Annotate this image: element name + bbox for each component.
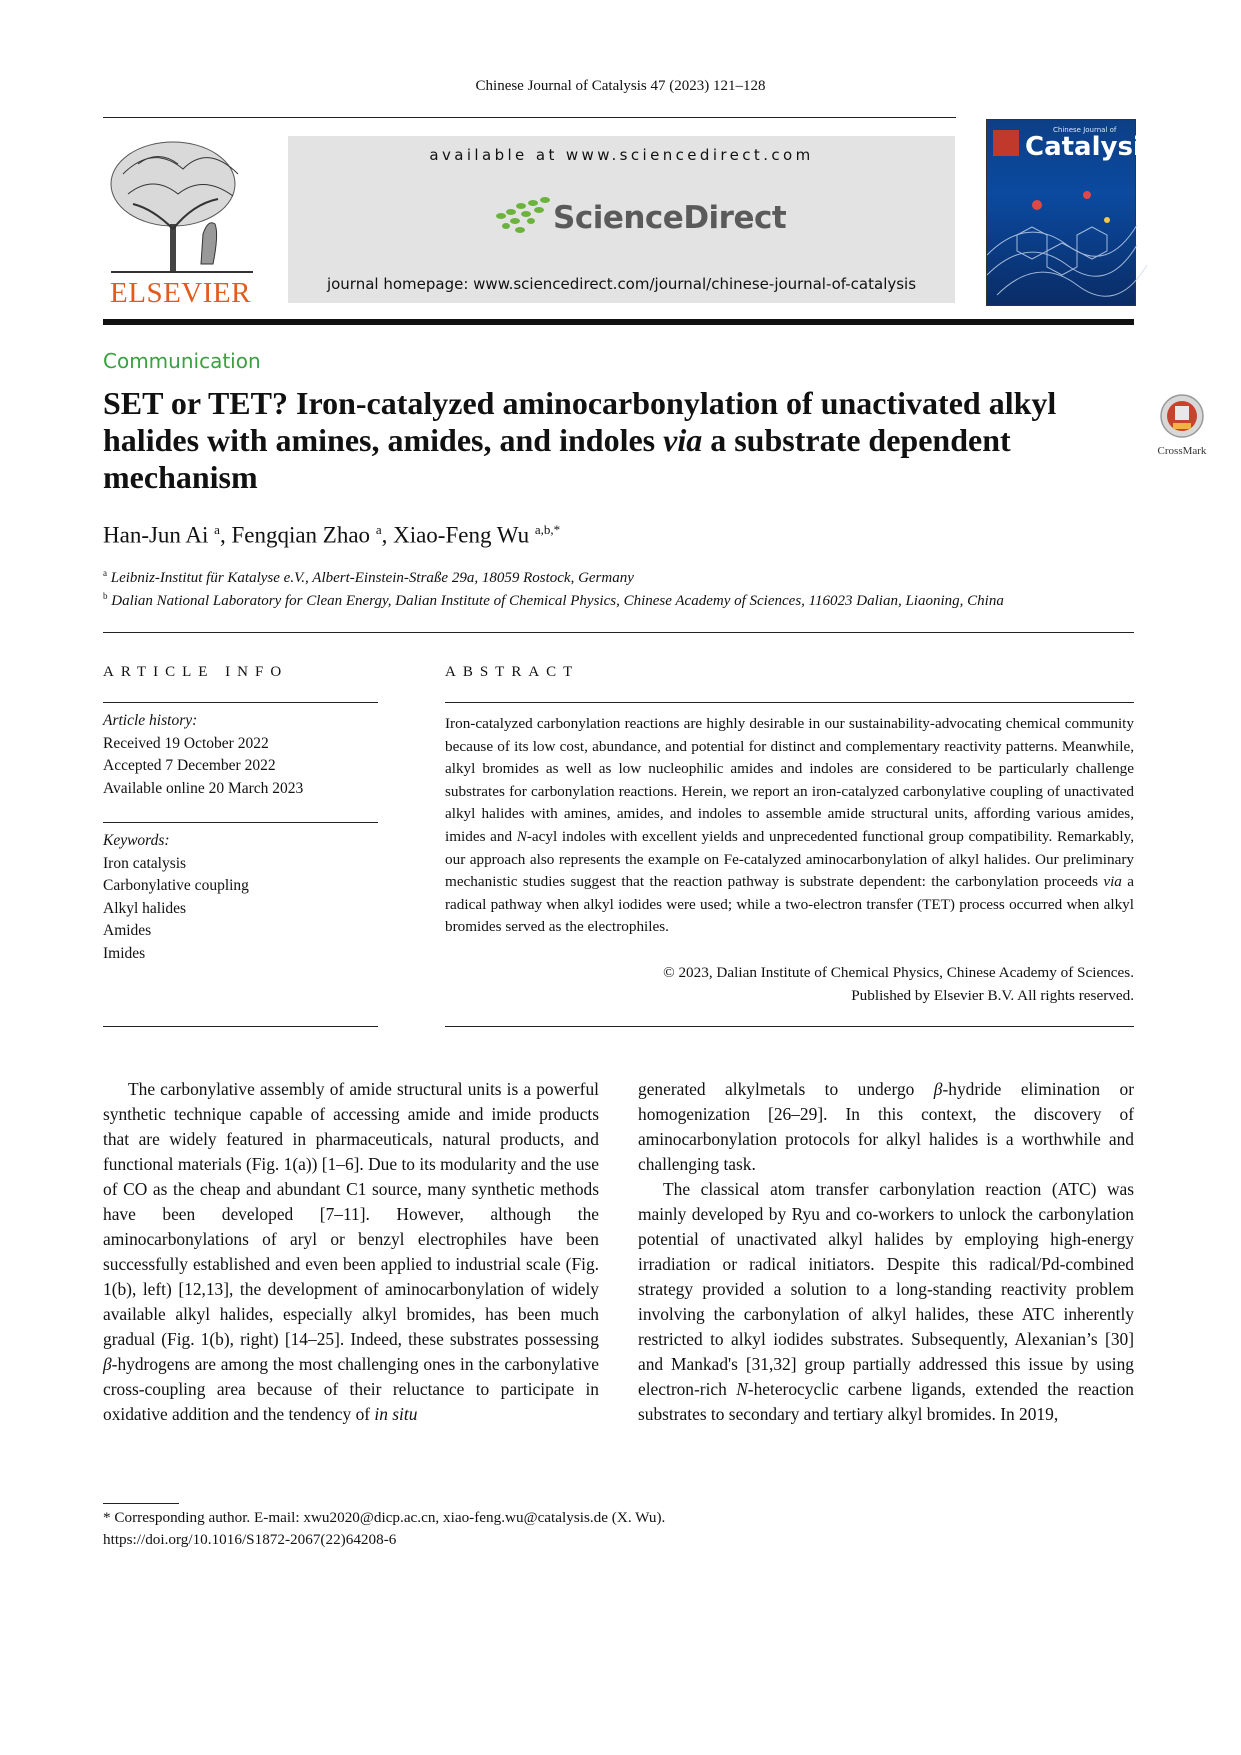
body-text: generated alkylmetals to undergo [638,1079,934,1099]
body-text: -hydride elimination or homogenization [26–29]. In this context, the discovery of aminocarbonylation protocols for alkyl halides is a worthwhile and challenging task. [638,1079,1134,1174]
author-affiliation-mark: a [214,522,220,537]
keyword-item: Alkyl halides [103,899,187,917]
article-info-rule [103,702,378,703]
corresponding-author-note: * Corresponding author. E-mail: xwu2020@dicp.ac.cn, xiao-feng.wu@catalysis.de (X. Wu). [103,1509,666,1526]
body-text: The classical atom transfer carbonylation reaction (ATC) was mainly developed by Ryu and co-workers to unlock the carbonylation potential of unactivated alkyl halides by employing high-energy irradiation or radical initiators. Despite this radical/Pd-combined strategy provided a solution to a long-standing reactivity problem involving the carbonylation of alkyl halides, these ATC inherently restricted to alkyl iodides substrates. Subsequently, Alexanian’s [30] and Mankad's [31,32] group partially addressed this issue by using electron-rich [638,1179,1134,1399]
history-accepted: Accepted 7 December 2022 [103,757,276,775]
affiliation-a [103,568,634,587]
history-received: Received 19 October 2022 [103,734,269,752]
cover-chinese-logo-icon [993,130,1019,156]
sciencedirect-banner [288,136,955,303]
footnote-rule [103,1503,179,1504]
affiliation-mark: a [103,568,107,578]
title-text-2: a substrate dependent mechanism [103,422,1011,495]
affiliation-b [103,591,1004,610]
journal-citation: Chinese Journal of Catalysis 47 (2023) 121–128 [475,78,766,94]
keyword-item: Carbonylative coupling [103,877,249,895]
body-text: The carbonylative assembly of amide structural units is a powerful synthetic technique capable of accessing amide and imide products that are widely featured in pharmaceuticals, natural products, and functional materials (Fig. 1(a)) [1–6]. Due to its modularity and the use of CO as the cheap and abundant C1 source, many synthetic methods have been developed [7–11]. However, although the aminocarbonylations of aryl or benzyl electrophiles have been successfully established and even been applied to industrial scale (Fig. 1(b), left) [12,13], the development of aminocarbonylation of widely available alkyl halides, especially alkyl bromides, has been much gradual (Fig. 1(b), right) [14–25]. Indeed, these substrates possessing [103,1079,599,1349]
author-affiliation-mark: a,b,* [534,522,561,537]
sciencedirect-logo [493,194,787,244]
body-in-situ: in situ [374,1404,418,1424]
body-n-italic: N [736,1379,748,1399]
abstract-text [445,713,1134,939]
header-thick-rule [103,319,1134,325]
abstract-part: -acyl indoles with excellent yields and unprecedented functional group compatibility. Remarkably, our approach also represents the example on Fe-catalyzed aminocarbonylation of alkyl halides. Our preliminary mechanistic studies suggest that the reaction pathway is substrate dependent: the carbonylation proceeds [445,827,1134,891]
cover-art-icon [987,165,1135,305]
history-online: Available online 20 March 2023 [103,779,304,797]
header-rule [103,117,956,118]
body-paragraph [103,1077,599,1427]
crossmark-label: CrossMark [1157,445,1207,457]
sciencedirect-wordmark: ScienceDirect [553,200,787,236]
author-name[interactable]: Xiao-Feng Wu [393,522,530,548]
abstract-italic-n: N [516,827,527,845]
abstract-heading: ABSTRACT [445,664,580,680]
elsevier-logo [103,134,258,309]
copyright-line-1: © 2023, Dalian Institute of Chemical Physics, Chinese Academy of Sciences. [663,964,1134,981]
abstract-part: Iron-catalyzed carbonylation reactions are highly desirable in our sustainability-advocating chemical community because of its low cost, abundance, and potential for distinct and complementary reactivity patterns. Meanwhile, alkyl bromides as well as low nucleophilic amides and indoles are considered to be particularly challenge substrates for carbonylation reactions. Herein, we report an iron-catalyzed carbonylative coupling of unactivated alkyl halides with amines, amides, and indoles to assemble amide structural units, affording various amides, imides and [445,715,1134,845]
article-title [103,385,1133,496]
article-type-label: Communication [103,349,261,373]
keywords [103,830,378,966]
journal-cover-image [986,119,1158,306]
crossmark-icon [1159,393,1205,439]
article-info-bottom-rule [103,1026,378,1027]
body-beta: β [933,1079,943,1099]
title-text-1: SET or TET? Iron-catalyzed aminocarbonylation of unactivated alkyl halides with amines, amides, and indoles [103,385,1057,458]
author-affiliation-mark: a [375,522,382,537]
body-column-left [103,1077,599,1427]
section-rule [103,632,1134,633]
abstract-bottom-rule [445,1026,1134,1027]
journal-homepage-link[interactable]: journal homepage: www.sciencedirect.com/journal/chinese-journal-of-catalysis [326,275,917,293]
affiliation-text: Leibniz-Institut für Katalyse e.V., Albert-Einstein-Straße 29a, 18059 Rostock, Germany [110,570,634,586]
keyword-item: Imides [103,944,146,962]
crossmark-button[interactable] [1152,393,1212,457]
body-text: -heterocyclic carbene ligands, extended the reaction substrates to secondary and tertiary alkyl bromides. In 2019, [638,1379,1134,1424]
body-paragraph [638,1177,1134,1427]
body-column-right [638,1077,1134,1427]
body-text: -hydrogens are among the most challenging ones in the carbonylative cross-coupling area because of their reluctance to participate in oxidative addition and the tendency of [103,1354,599,1424]
abstract-rule [445,702,1134,703]
affiliation-text: Dalian National Laboratory for Clean Energy, Dalian Institute of Chemical Physics, Chinese Academy of Sciences, 116023 Dalian, Liaoning, China [111,593,1004,609]
keyword-item: Iron catalysis [103,854,187,872]
elsevier-wordmark: ELSEVIER [110,277,251,309]
article-info-heading: ARTICLE INFO [103,664,289,680]
author-list [103,522,560,549]
copyright-line-2: Published by Elsevier B.V. All rights reserved. [851,987,1134,1004]
cover-title: Catalysis [1025,132,1158,162]
article-history [103,710,378,800]
cover-subtitle: Chinese Journal of [1053,126,1117,134]
abstract-italic-via: via [1103,873,1122,891]
doi-link[interactable]: https://doi.org/10.1016/S1872-2067(22)64208-6 [103,1531,397,1548]
author-separator: , [219,522,232,548]
author-separator: , [381,522,394,548]
author-name[interactable]: Fengqian Zhao [231,522,371,548]
title-italic-via: via [663,422,703,458]
body-paragraph [638,1077,1134,1177]
body-beta: β [103,1354,112,1374]
keywords-rule [103,822,378,823]
keywords-label: Keywords: [103,832,170,849]
abstract-part: a radical pathway when alkyl iodides were used; while a two-electron transfer (TET) process occurred when alkyl bromides served as the electrophiles. [445,873,1134,936]
elsevier-tree-icon [103,134,258,276]
sciencedirect-dots-icon [493,194,553,240]
available-at-text[interactable]: available at www.sciencedirect.com [429,146,814,164]
keyword-item: Amides [103,922,152,940]
affiliation-mark: b [103,591,108,601]
author-name[interactable]: Han-Jun Ai [103,522,209,548]
history-label: Article history: [103,712,198,729]
